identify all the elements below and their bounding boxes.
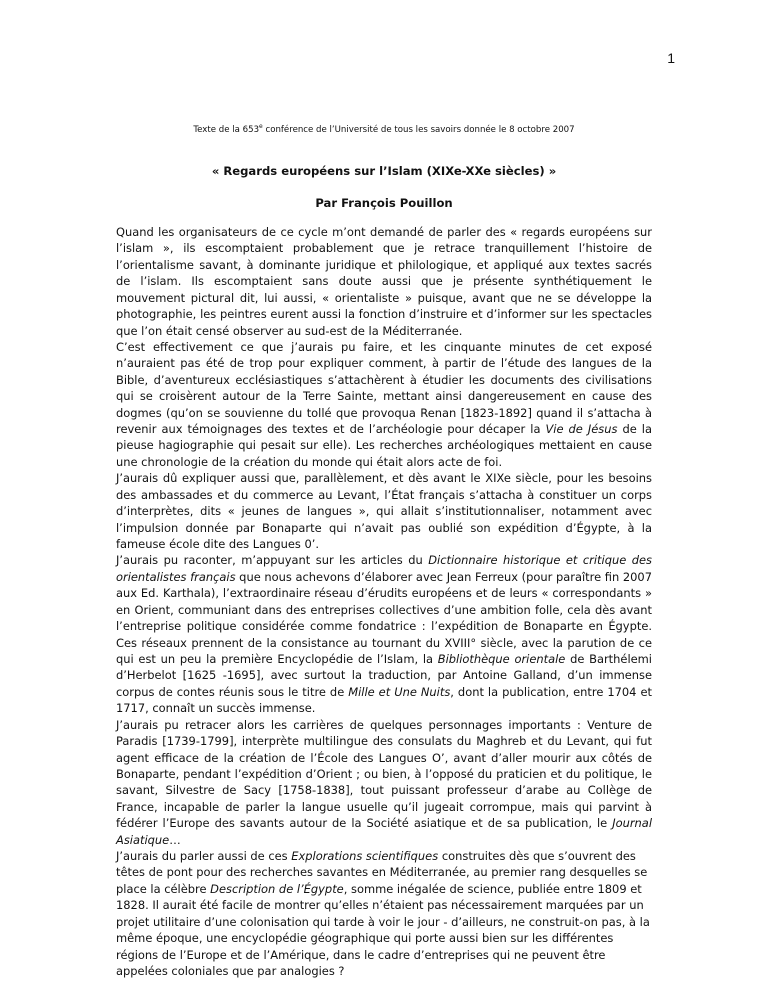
author-line: Par François Pouillon <box>315 196 453 210</box>
italic-title: Vie de Jésus <box>545 422 618 437</box>
paragraph-6: J’aurais du parler aussi de ces Explorations scientifiques construites dès que s’ouvrent des têtes de pont pour des recherches savantes en Méditerranée, au premier rang desquelles se place la célèbre Description de l’Égypte, somme inégalée de science, publiée entre 1809 et 1828. Il aurait été facile de montrer qu’elles n’étaient pas nécessairement marquées par un projet utilitaire d’une colonisation qui tarde à voir le jour - d’ailleurs, ne construit-on pas, à la même époque, une encyclopédie géographique qui porte aussi bien sur les différentes régions de l’Europe et de l’Amérique, dans le cadre d’entreprises qui ne peuvent être appelées coloniales que par analogies ? <box>116 849 650 978</box>
italic-title: Description de l’Égypte <box>210 881 344 896</box>
paragraph-3: J’aurais dû expliquer aussi que, parallèlement, et dès avant le XIXe siècle, pour les besoins des ambassades et du commerce au Levant, l’État français s’attacha à constituer un corps d’interprètes, dits « jeunes de langues », qui allait s’institutionnaliser, notamment avec l’impulsion donnée par Bonaparte qui n’avait pas oublié son expédition d’Égypte, à la fameuse école dite des Langues 0’. <box>116 471 652 552</box>
paragraph-1: Quand les organisateurs de ce cycle m’ont demandé de parler des « regards européens sur l’islam », ils escomptaient probablement que je retrace tranquillement l’histoire de l’orientalisme savant, à dominante juridique et philologique, et appliqué aux textes sacrés de l’islam. Ils escomptaient sans doute aussi que je présente synthétiquement le mouvement pictural dit, lui aussi, « orientaliste » puisque, avant que ne se développe la photographie, les peintres eurent aussi la fonction d’instruire et d’informer sur les spectacles que l’on était censé observer au sud-est de la Méditerranée. <box>116 225 652 338</box>
paragraph-2: C’est effectivement ce que j’aurais pu faire, et les cinquante minutes de cet exposé n’auraient pas été de trop pour expliquer comment, à partir de l’étude des langues de la Bible, d’aventureux ecclésiastiques s’attachèrent à étudier les documents des civilisations qui se croisèrent autour de la Terre Sainte, mettant ainsi dangereusement en cause des dogmes (qu’on se souvienne du tollé que provoqua Renan [1823-1892] quand il s’attacha à revenir aux témoignages des textes et de l’archéologie pour décaper la Vie de Jésus de la pieuse hagiographie qui pesait sur elle). Les recherches archéologiques mettaient en cause une chronologie de la création du monde qui était alors acte de foi. <box>116 339 652 469</box>
italic-title: Journal Asiatique <box>116 816 652 847</box>
italic-title: Dictionnaire historique et critique des orientalistes français <box>116 553 652 584</box>
subtitle-text-rest: conférence de l’Université de tous les savoirs donnée le 8 octobre 2007 <box>262 124 575 135</box>
document-title: « Regards européens sur l’Islam (XIXe-XXe siècles) » <box>211 164 557 178</box>
italic-title: Mille et Une Nuits <box>348 684 451 699</box>
paragraph-4: J’aurais pu raconter, m’appuyant sur les articles du Dictionnaire historique et critique des orientalistes français que nous achevons d’élaborer avec Jean Ferreux (pour paraître fin 2007 aux Ed. Karthala), l’extraordinaire réseau d’érudits européens et de leurs « correspondants » en Orient, communiant dans des entreprises collectives d’une ambition folle, cela dès avant l’entreprise politique considérée comme fondatrice : l’expédition de Bonaparte en Égypte. Ces réseaux prennent de la consistance au tournant du XVIII° siècle, avec la parution de ce qui est un peu la première Encyclopédie de l’Islam, la Bibliothèque orientale de Barthélemi d’Herbelot [1625 -1695], avec surtout la traduction, par Antoine Galland, d’un immense corpus de contes réunis sous le titre de Mille et Une Nuits, dont la publication, entre 1704 et 1717, connaît un succès immense. <box>116 553 652 716</box>
subtitle-text: Texte de la 653 <box>193 124 260 135</box>
subtitle-superscript: e <box>259 123 263 130</box>
page-number: 1 <box>667 50 675 66</box>
italic-title: Explorations scientifiques <box>291 849 439 864</box>
paragraph-5: J’aurais pu retracer alors les carrières de quelques personnages importants : Venture de Paradis [1739-1799], interprète multilingue des consulats du Maghreb et du Levant, qui fut agent efficace de la création de l’École des Langues O’, avant d’aller mourir aux côtés de Bonaparte, pendant l’expédition d’Orient ; ou bien, à l’opposé du praticien et du politique, le savant, Silvestre de Sacy [1758-1838], tout puissant professeur d’arabe au Collège de France, incapable de parler la langue usuelle qu’il jugeait corrompue, mais qui parvint à fédérer l’Europe des savants autour de la Société asiatique et de sa publication, le Journal Asiatique… <box>116 717 652 847</box>
conference-subtitle <box>0 123 768 135</box>
italic-title: Bibliothèque orientale <box>437 651 566 666</box>
document-body <box>116 224 652 979</box>
